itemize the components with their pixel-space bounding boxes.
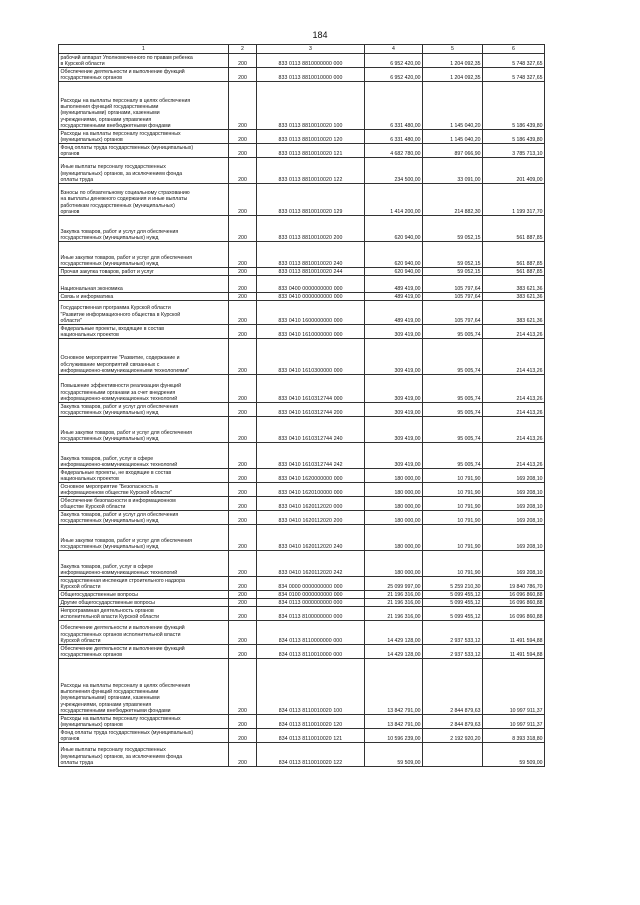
column-header: 1: [59, 45, 229, 54]
unexecuted-amount-cell: 1 199 317,70: [483, 184, 545, 216]
table-row: [59, 216, 545, 242]
row-name-cell: Основное мероприятие "Безопасность в информационном обществе Курской области": [59, 483, 229, 497]
table-body: [59, 54, 545, 767]
row-name-cell: Обеспечение безопасности в информационном обществе Курской области: [59, 497, 229, 511]
row-name-cell: Расходы на выплаты персоналу государственных (муниципальных) органов: [59, 715, 229, 729]
executed-amount-cell: 10 791,90: [423, 511, 483, 525]
executed-amount-cell: 5 099 455,12: [423, 591, 483, 599]
budget-classification-cell: 833 0113 8810000000 000: [257, 54, 365, 68]
unexecuted-amount-cell: 383 621,36: [483, 276, 545, 293]
budget-classification-cell: 834 0113 8100000000 000: [257, 607, 365, 621]
row-code-cell: 200: [229, 375, 257, 403]
table-row: [59, 417, 545, 443]
unexecuted-amount-cell: 3 785 713,10: [483, 144, 545, 158]
row-name-cell: Обеспечение деятельности и выполнение функций государственных органов исполнительной власти Курской области: [59, 621, 229, 645]
row-name-cell: Закупка товаров, работ и услуг для обеспечения государственных (муниципальных) нужд: [59, 511, 229, 525]
row-code-cell: 200: [229, 158, 257, 184]
approved-amount-cell: 309 419,00: [365, 325, 423, 339]
table-row: [59, 184, 545, 216]
column-header: 6: [483, 45, 545, 54]
budget-classification-cell: 833 0410 1620112020 240: [257, 525, 365, 551]
table-row: [59, 659, 545, 715]
approved-amount-cell: 309 419,00: [365, 403, 423, 417]
budget-classification-cell: 833 0410 1620112020 000: [257, 497, 365, 511]
budget-classification-cell: 833 0410 1610300000 000: [257, 339, 365, 375]
executed-amount-cell: 5 099 455,12: [423, 607, 483, 621]
unexecuted-amount-cell: 11 491 594,88: [483, 645, 545, 659]
approved-amount-cell: 309 419,00: [365, 339, 423, 375]
unexecuted-amount-cell: 16 096 860,88: [483, 599, 545, 607]
approved-amount-cell: 180 000,00: [365, 511, 423, 525]
budget-classification-cell: 833 0410 1620112020 242: [257, 551, 365, 577]
column-header: 5: [423, 45, 483, 54]
approved-amount-cell: 14 429 128,00: [365, 621, 423, 645]
approved-amount-cell: 6 952 420,00: [365, 54, 423, 68]
budget-classification-cell: 833 0113 8810010020 121: [257, 144, 365, 158]
approved-amount-cell: 309 419,00: [365, 443, 423, 469]
executed-amount-cell: 1 145 040,20: [423, 130, 483, 144]
row-code-cell: 200: [229, 293, 257, 301]
table-row: [59, 599, 545, 607]
unexecuted-amount-cell: 383 621,36: [483, 301, 545, 325]
approved-amount-cell: 21 196 316,00: [365, 599, 423, 607]
approved-amount-cell: 309 419,00: [365, 375, 423, 403]
row-name-cell: Обеспечение деятельности и выполнение функций государственных органов: [59, 68, 229, 82]
budget-classification-cell: 833 0410 0000000000 000: [257, 293, 365, 301]
table-row: [59, 54, 545, 68]
table-row: [59, 469, 545, 483]
executed-amount-cell: 10 791,90: [423, 483, 483, 497]
row-code-cell: 200: [229, 483, 257, 497]
table-row: [59, 82, 545, 130]
executed-amount-cell: 105 797,64: [423, 301, 483, 325]
table-row: [59, 293, 545, 301]
unexecuted-amount-cell: 169 208,10: [483, 525, 545, 551]
budget-classification-cell: 833 0410 1600000000 000: [257, 301, 365, 325]
unexecuted-amount-cell: 169 208,10: [483, 511, 545, 525]
approved-amount-cell: 309 419,00: [365, 417, 423, 443]
executed-amount-cell: 10 791,90: [423, 497, 483, 511]
executed-amount-cell: 2 844 879,63: [423, 659, 483, 715]
table-header-row: [59, 45, 545, 54]
row-name-cell: Связь и информатика: [59, 293, 229, 301]
unexecuted-amount-cell: 561 887,85: [483, 216, 545, 242]
row-name-cell: Основное мероприятие "Развитие, содержание и обслуживание мероприятий связанных с информационно-коммуникационными технологиями": [59, 339, 229, 375]
executed-amount-cell: 95 005,74: [423, 339, 483, 375]
budget-classification-cell: 834 0113 8110010020 121: [257, 729, 365, 743]
table-row: [59, 158, 545, 184]
row-code-cell: 200: [229, 621, 257, 645]
approved-amount-cell: 234 500,00: [365, 158, 423, 184]
unexecuted-amount-cell: 201 409,00: [483, 158, 545, 184]
budget-classification-cell: 834 0100 0000000000 000: [257, 591, 365, 599]
table-row: [59, 729, 545, 743]
executed-amount-cell: 214 882,30: [423, 184, 483, 216]
row-code-cell: 200: [229, 511, 257, 525]
table-row: [59, 339, 545, 375]
row-name-cell: Закупка товаров, работ, услуг в сфере информационно-коммуникационных технологий: [59, 551, 229, 577]
row-code-cell: 200: [229, 216, 257, 242]
approved-amount-cell: 180 000,00: [365, 497, 423, 511]
row-name-cell: Иные закупки товаров, работ и услуг для обеспечения государственных (муниципальных) нужд: [59, 417, 229, 443]
budget-classification-cell: 834 0113 8110010020 100: [257, 659, 365, 715]
executed-amount-cell: 95 005,74: [423, 417, 483, 443]
row-name-cell: Федеральные проекты, входящие в состав национальных проектов: [59, 325, 229, 339]
approved-amount-cell: 25 099 997,00: [365, 577, 423, 591]
approved-amount-cell: 10 596 239,00: [365, 729, 423, 743]
unexecuted-amount-cell: 16 096 860,88: [483, 607, 545, 621]
executed-amount-cell: 2 192 920,20: [423, 729, 483, 743]
executed-amount-cell: 897 066,90: [423, 144, 483, 158]
unexecuted-amount-cell: 16 096 860,88: [483, 591, 545, 599]
executed-amount-cell: 105 797,64: [423, 293, 483, 301]
approved-amount-cell: 489 419,00: [365, 301, 423, 325]
executed-amount-cell: [423, 743, 483, 767]
unexecuted-amount-cell: 169 208,10: [483, 469, 545, 483]
unexecuted-amount-cell: 214 413,26: [483, 375, 545, 403]
executed-amount-cell: 95 005,74: [423, 375, 483, 403]
table-row: [59, 645, 545, 659]
unexecuted-amount-cell: 169 208,10: [483, 483, 545, 497]
table-row: [59, 443, 545, 469]
row-code-cell: 200: [229, 68, 257, 82]
table-row: [59, 511, 545, 525]
budget-classification-cell: 834 0113 0000000000 000: [257, 599, 365, 607]
column-header: 3: [257, 45, 365, 54]
row-name-cell: Расходы на выплаты персоналу государственных (муниципальных) органов: [59, 130, 229, 144]
approved-amount-cell: 6 331 480,00: [365, 82, 423, 130]
unexecuted-amount-cell: 214 413,26: [483, 325, 545, 339]
row-name-cell: государственная инспекция строительного надзора Курской области: [59, 577, 229, 591]
row-code-cell: 200: [229, 715, 257, 729]
row-name-cell: Иные закупки товаров, работ и услуг для обеспечения государственных (муниципальных) нужд: [59, 525, 229, 551]
budget-classification-cell: 834 0000 0000000000 000: [257, 577, 365, 591]
executed-amount-cell: 95 005,74: [423, 325, 483, 339]
unexecuted-amount-cell: 19 840 786,70: [483, 577, 545, 591]
row-name-cell: Федеральные проекты, не входящие в состав национальных проектов: [59, 469, 229, 483]
budget-classification-cell: 833 0113 8810010020 200: [257, 216, 365, 242]
budget-classification-cell: 833 0410 1620112020 200: [257, 511, 365, 525]
unexecuted-amount-cell: 169 208,10: [483, 551, 545, 577]
row-name-cell: Фонд оплаты труда государственных (муниципальных) органов: [59, 144, 229, 158]
approved-amount-cell: 180 000,00: [365, 483, 423, 497]
row-name-cell: Расходы на выплаты персоналу в целях обеспечения выполнения функций государственными (муниципальными) органами, казенными учреждениями, органами управления государственными внебюджетными фондами: [59, 82, 229, 130]
row-name-cell: Повышение эффективности реализации функций государственными органами за счет внедрения информационно-коммуникационных технологий: [59, 375, 229, 403]
executed-amount-cell: 10 791,90: [423, 551, 483, 577]
executed-amount-cell: 1 145 040,20: [423, 82, 483, 130]
unexecuted-amount-cell: 11 491 594,88: [483, 621, 545, 645]
unexecuted-amount-cell: 214 413,26: [483, 443, 545, 469]
approved-amount-cell: 13 842 791,00: [365, 715, 423, 729]
budget-classification-cell: 833 0113 8810010000 000: [257, 68, 365, 82]
approved-amount-cell: 1 414 200,00: [365, 184, 423, 216]
executed-amount-cell: 1 204 092,35: [423, 54, 483, 68]
row-code-cell: 200: [229, 54, 257, 68]
unexecuted-amount-cell: 5 186 439,80: [483, 82, 545, 130]
unexecuted-amount-cell: 8 393 318,80: [483, 729, 545, 743]
table-row: [59, 715, 545, 729]
table-row: [59, 551, 545, 577]
row-name-cell: Расходы на выплаты персоналу в целях обеспечения выполнения функций государственными (муниципальными) органами, казенными учреждениями, органами управления государственными внебюджетными фондами: [59, 659, 229, 715]
table-row: [59, 591, 545, 599]
row-code-cell: 200: [229, 497, 257, 511]
row-code-cell: 200: [229, 591, 257, 599]
row-code-cell: 200: [229, 184, 257, 216]
row-code-cell: 200: [229, 417, 257, 443]
row-name-cell: Фонд оплаты труда государственных (муниципальных) органов: [59, 729, 229, 743]
executed-amount-cell: 5 099 455,12: [423, 599, 483, 607]
budget-classification-cell: 833 0410 1610312744 000: [257, 375, 365, 403]
unexecuted-amount-cell: 5 748 327,65: [483, 68, 545, 82]
budget-classification-cell: 834 0113 8110010000 000: [257, 645, 365, 659]
executed-amount-cell: 59 052,15: [423, 268, 483, 276]
table-row: [59, 483, 545, 497]
row-code-cell: 200: [229, 130, 257, 144]
row-name-cell: рабочий аппарат Уполномоченного по правам ребенка в Курской области: [59, 54, 229, 68]
table-row: [59, 130, 545, 144]
unexecuted-amount-cell: 383 621,36: [483, 293, 545, 301]
table-row: [59, 743, 545, 767]
executed-amount-cell: 105 797,64: [423, 276, 483, 293]
executed-amount-cell: 10 791,90: [423, 525, 483, 551]
row-name-cell: Обеспечение деятельности и выполнение функций государственных органов: [59, 645, 229, 659]
table-row: [59, 577, 545, 591]
row-name-cell: Закупка товаров, работ и услуг для обеспечения государственных (муниципальных) нужд: [59, 216, 229, 242]
column-header: 2: [229, 45, 257, 54]
row-code-cell: 200: [229, 659, 257, 715]
budget-classification-cell: 833 0410 1610312744 240: [257, 417, 365, 443]
unexecuted-amount-cell: 10 997 911,37: [483, 715, 545, 729]
table-row: [59, 325, 545, 339]
budget-classification-cell: 833 0113 8810010020 240: [257, 242, 365, 268]
approved-amount-cell: 180 000,00: [365, 469, 423, 483]
row-code-cell: 200: [229, 339, 257, 375]
executed-amount-cell: 59 052,15: [423, 216, 483, 242]
executed-amount-cell: 1 204 092,35: [423, 68, 483, 82]
row-code-cell: 200: [229, 325, 257, 339]
unexecuted-amount-cell: 5 748 327,65: [483, 54, 545, 68]
row-code-cell: 200: [229, 301, 257, 325]
budget-classification-cell: 833 0113 8810010020 100: [257, 82, 365, 130]
approved-amount-cell: 620 940,00: [365, 268, 423, 276]
approved-amount-cell: 489 419,00: [365, 293, 423, 301]
row-name-cell: Иные закупки товаров, работ и услуг для обеспечения государственных (муниципальных) нужд: [59, 242, 229, 268]
row-code-cell: 200: [229, 276, 257, 293]
budget-execution-table: [58, 44, 545, 767]
table-row: [59, 301, 545, 325]
executed-amount-cell: 2 844 879,63: [423, 715, 483, 729]
row-code-cell: 200: [229, 577, 257, 591]
approved-amount-cell: 6 952 420,00: [365, 68, 423, 82]
approved-amount-cell: 14 429 128,00: [365, 645, 423, 659]
table-row: [59, 242, 545, 268]
budget-classification-cell: 833 0113 8810010020 120: [257, 130, 365, 144]
row-name-cell: Иные выплаты персоналу государственных (муниципальных) органов, за исключением фонда оплаты труда: [59, 743, 229, 767]
unexecuted-amount-cell: 5 186 439,80: [483, 130, 545, 144]
row-code-cell: 200: [229, 268, 257, 276]
row-name-cell: Закупка товаров, работ и услуг для обеспечения государственных (муниципальных) нужд: [59, 403, 229, 417]
approved-amount-cell: 620 940,00: [365, 242, 423, 268]
table-row: [59, 375, 545, 403]
row-code-cell: 200: [229, 551, 257, 577]
table-row: [59, 607, 545, 621]
row-code-cell: 200: [229, 469, 257, 483]
unexecuted-amount-cell: 10 997 911,37: [483, 659, 545, 715]
unexecuted-amount-cell: 169 208,10: [483, 497, 545, 511]
page-number: 184: [312, 30, 328, 40]
budget-classification-cell: 833 0410 1610312744 200: [257, 403, 365, 417]
executed-amount-cell: 59 052,15: [423, 242, 483, 268]
row-name-cell: Общегосударственные вопросы: [59, 591, 229, 599]
approved-amount-cell: 620 940,00: [365, 216, 423, 242]
row-code-cell: 200: [229, 242, 257, 268]
approved-amount-cell: 489 419,00: [365, 276, 423, 293]
approved-amount-cell: 180 000,00: [365, 551, 423, 577]
unexecuted-amount-cell: 561 887,85: [483, 268, 545, 276]
row-code-cell: 200: [229, 743, 257, 767]
row-name-cell: Государственная программа Курской области "Развитие информационного общества в Курской области": [59, 301, 229, 325]
row-name-cell: Иные выплаты персоналу государственных (муниципальных) органов, за исключением фонда оплаты труда: [59, 158, 229, 184]
approved-amount-cell: 13 842 791,00: [365, 659, 423, 715]
unexecuted-amount-cell: 561 887,85: [483, 242, 545, 268]
budget-classification-cell: 833 0410 1620000000 000: [257, 469, 365, 483]
approved-amount-cell: 21 196 316,00: [365, 607, 423, 621]
table-row: [59, 497, 545, 511]
budget-classification-cell: 833 0113 8810010020 129: [257, 184, 365, 216]
row-name-cell: Прочая закупка товаров, работ и услуг: [59, 268, 229, 276]
row-name-cell: Национальная экономика: [59, 276, 229, 293]
row-code-cell: 200: [229, 443, 257, 469]
executed-amount-cell: 2 937 533,12: [423, 645, 483, 659]
budget-classification-cell: 834 0113 8110010020 120: [257, 715, 365, 729]
row-code-cell: 200: [229, 525, 257, 551]
executed-amount-cell: 5 259 210,30: [423, 577, 483, 591]
executed-amount-cell: 33 091,00: [423, 158, 483, 184]
budget-classification-cell: 833 0113 8810010020 244: [257, 268, 365, 276]
budget-classification-cell: 833 0410 1620100000 000: [257, 483, 365, 497]
column-header: 4: [365, 45, 423, 54]
table-row: [59, 621, 545, 645]
unexecuted-amount-cell: 214 413,26: [483, 417, 545, 443]
table-row: [59, 268, 545, 276]
row-code-cell: 200: [229, 599, 257, 607]
executed-amount-cell: 2 937 533,12: [423, 621, 483, 645]
executed-amount-cell: 95 005,74: [423, 403, 483, 417]
budget-classification-cell: 834 0113 8110010020 122: [257, 743, 365, 767]
executed-amount-cell: 10 791,90: [423, 469, 483, 483]
row-code-cell: 200: [229, 144, 257, 158]
budget-classification-cell: 833 0113 8810010020 122: [257, 158, 365, 184]
row-code-cell: 200: [229, 403, 257, 417]
executed-amount-cell: 95 005,74: [423, 443, 483, 469]
row-name-cell: Непрограммная деятельность органов исполнительной власти Курской области: [59, 607, 229, 621]
row-name-cell: Другие общегосударственные вопросы: [59, 599, 229, 607]
table-row: [59, 525, 545, 551]
approved-amount-cell: 180 000,00: [365, 525, 423, 551]
approved-amount-cell: 21 196 316,00: [365, 591, 423, 599]
row-code-cell: 200: [229, 729, 257, 743]
unexecuted-amount-cell: 59 509,00: [483, 743, 545, 767]
table-row: [59, 276, 545, 293]
table-row: [59, 68, 545, 82]
table-row: [59, 144, 545, 158]
approved-amount-cell: 6 331 480,00: [365, 130, 423, 144]
approved-amount-cell: 4 682 780,00: [365, 144, 423, 158]
row-name-cell: Закупка товаров, работ, услуг в сфере информационно-коммуникационных технологий: [59, 443, 229, 469]
unexecuted-amount-cell: 214 413,26: [483, 403, 545, 417]
unexecuted-amount-cell: 214 413,26: [483, 339, 545, 375]
row-name-cell: Взносы по обязательному социальному страхованию на выплаты денежного содержания и иные выплаты работникам государственных (муниципальных) органов: [59, 184, 229, 216]
table-row: [59, 403, 545, 417]
budget-classification-cell: 833 0410 1610000000 000: [257, 325, 365, 339]
row-code-cell: 200: [229, 607, 257, 621]
row-code-cell: 200: [229, 645, 257, 659]
approved-amount-cell: 59 509,00: [365, 743, 423, 767]
budget-classification-cell: 834 0113 8110000000 000: [257, 621, 365, 645]
budget-classification-cell: 833 0400 0000000000 000: [257, 276, 365, 293]
budget-classification-cell: 833 0410 1610312744 242: [257, 443, 365, 469]
row-code-cell: 200: [229, 82, 257, 130]
